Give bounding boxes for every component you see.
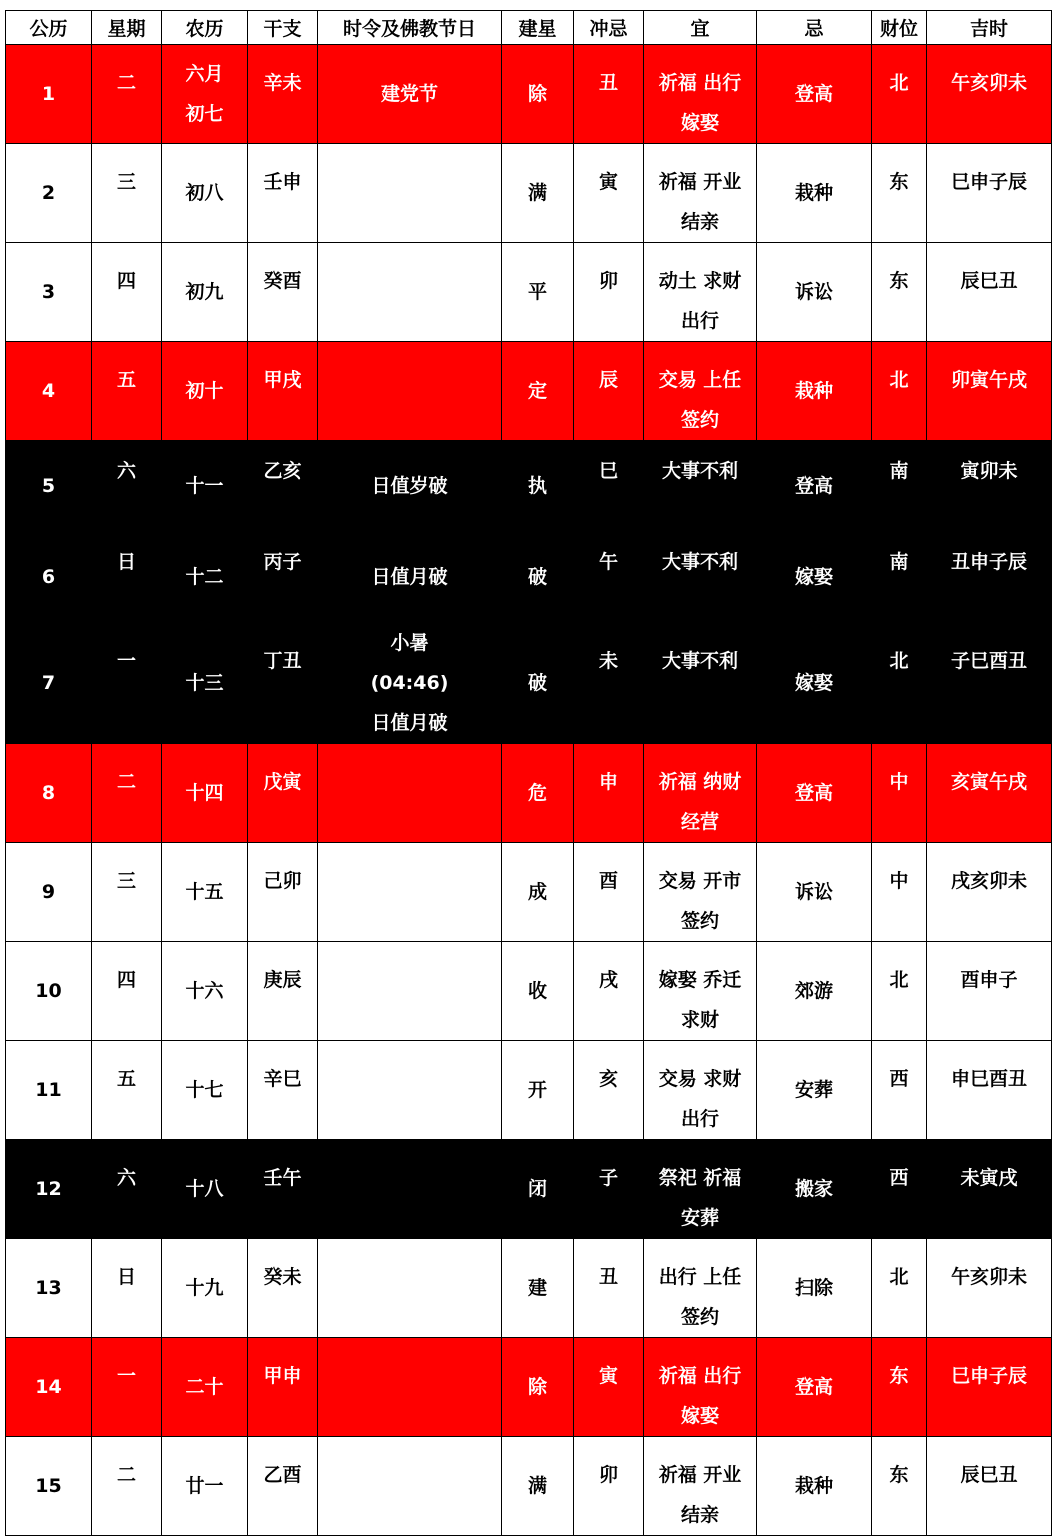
jishi-cell: 午亥卯未 — [927, 45, 1052, 144]
ji-cell: 扫除 — [757, 1239, 872, 1338]
weekday-cell: 日 — [92, 532, 162, 623]
jishi-cell: 辰巳丑 — [927, 243, 1052, 342]
weekday-cell: 二 — [92, 1437, 162, 1536]
header-jianxing: 建星 — [502, 11, 574, 45]
caiwei-cell: 南 — [872, 532, 927, 623]
day-cell: 6 — [6, 532, 92, 623]
jishi-cell: 亥寅午戌 — [927, 744, 1052, 843]
festival-cell — [318, 942, 502, 1041]
lunar-cell: 初九 — [162, 243, 248, 342]
almanac-body — [6, 45, 1052, 1536]
calendar-row — [6, 623, 1052, 744]
jianxing-cell: 执 — [502, 441, 574, 532]
jianxing-cell: 破 — [502, 532, 574, 623]
festival-cell — [318, 1041, 502, 1140]
jishi-cell: 巳申子辰 — [927, 1338, 1052, 1437]
day-cell: 15 — [6, 1437, 92, 1536]
festival-cell — [318, 342, 502, 441]
jianxing-cell: 平 — [502, 243, 574, 342]
ganzhi-cell: 乙亥 — [248, 441, 318, 532]
calendar-row — [6, 843, 1052, 942]
yi-cell: 大事不利 — [644, 623, 757, 744]
weekday-cell: 六 — [92, 441, 162, 532]
ji-cell: 栽种 — [757, 342, 872, 441]
caiwei-cell: 北 — [872, 623, 927, 744]
jishi-cell: 未寅戌 — [927, 1140, 1052, 1239]
jianxing-cell: 收 — [502, 942, 574, 1041]
weekday-cell: 五 — [92, 342, 162, 441]
lunar-cell: 十四 — [162, 744, 248, 843]
caiwei-cell: 东 — [872, 1338, 927, 1437]
weekday-cell: 三 — [92, 144, 162, 243]
day-cell: 9 — [6, 843, 92, 942]
calendar-row — [6, 1338, 1052, 1437]
chong-cell: 寅 — [574, 1338, 644, 1437]
ganzhi-cell: 辛未 — [248, 45, 318, 144]
weekday-cell: 四 — [92, 243, 162, 342]
jianxing-cell: 开 — [502, 1041, 574, 1140]
weekday-cell: 一 — [92, 1338, 162, 1437]
lunar-cell: 十八 — [162, 1140, 248, 1239]
jishi-cell: 丑申子辰 — [927, 532, 1052, 623]
lunar-cell: 二十 — [162, 1338, 248, 1437]
calendar-row — [6, 144, 1052, 243]
ji-cell: 诉讼 — [757, 843, 872, 942]
yi-cell: 动土 求财 出行 — [644, 243, 757, 342]
chong-cell: 未 — [574, 623, 644, 744]
weekday-cell: 四 — [92, 942, 162, 1041]
yi-cell: 祈福 出行 嫁娶 — [644, 1338, 757, 1437]
yi-cell: 祭祀 祈福 安葬 — [644, 1140, 757, 1239]
ji-cell: 登高 — [757, 441, 872, 532]
jishi-cell: 子巳酉丑 — [927, 623, 1052, 744]
festival-cell: 日值岁破 — [318, 441, 502, 532]
day-cell: 1 — [6, 45, 92, 144]
day-cell: 2 — [6, 144, 92, 243]
chong-cell: 卯 — [574, 243, 644, 342]
caiwei-cell: 东 — [872, 144, 927, 243]
day-cell: 12 — [6, 1140, 92, 1239]
yi-cell: 大事不利 — [644, 441, 757, 532]
ji-cell: 栽种 — [757, 1437, 872, 1536]
calendar-row — [6, 1140, 1052, 1239]
lunar-cell: 初十 — [162, 342, 248, 441]
ganzhi-cell: 辛巳 — [248, 1041, 318, 1140]
lunar-cell: 十一 — [162, 441, 248, 532]
festival-cell — [318, 1437, 502, 1536]
chong-cell: 午 — [574, 532, 644, 623]
yi-cell: 嫁娶 乔迁 求财 — [644, 942, 757, 1041]
jishi-cell: 午亥卯未 — [927, 1239, 1052, 1338]
calendar-row — [6, 942, 1052, 1041]
ji-cell: 搬家 — [757, 1140, 872, 1239]
header-caiwei: 财位 — [872, 11, 927, 45]
weekday-cell: 五 — [92, 1041, 162, 1140]
header-chong: 冲忌 — [574, 11, 644, 45]
header-row — [6, 11, 1052, 45]
header-gregorian: 公历 — [6, 11, 92, 45]
day-cell: 11 — [6, 1041, 92, 1140]
chong-cell: 丑 — [574, 1239, 644, 1338]
lunar-cell: 十九 — [162, 1239, 248, 1338]
ji-cell: 诉讼 — [757, 243, 872, 342]
calendar-row — [6, 1437, 1052, 1536]
jianxing-cell: 除 — [502, 45, 574, 144]
festival-cell — [318, 1239, 502, 1338]
ji-cell: 郊游 — [757, 942, 872, 1041]
calendar-row — [6, 441, 1052, 532]
day-cell: 14 — [6, 1338, 92, 1437]
festival-cell: 日值月破 — [318, 532, 502, 623]
caiwei-cell: 西 — [872, 1041, 927, 1140]
jishi-cell: 巳申子辰 — [927, 144, 1052, 243]
chong-cell: 亥 — [574, 1041, 644, 1140]
chong-cell: 酉 — [574, 843, 644, 942]
weekday-cell: 日 — [92, 1239, 162, 1338]
calendar-row — [6, 342, 1052, 441]
header-weekday: 星期 — [92, 11, 162, 45]
lunar-cell: 十三 — [162, 623, 248, 744]
chong-cell: 寅 — [574, 144, 644, 243]
ganzhi-cell: 癸酉 — [248, 243, 318, 342]
festival-cell — [318, 744, 502, 843]
jishi-cell: 申巳酉丑 — [927, 1041, 1052, 1140]
yi-cell: 大事不利 — [644, 532, 757, 623]
caiwei-cell: 东 — [872, 1437, 927, 1536]
jianxing-cell: 除 — [502, 1338, 574, 1437]
lunar-cell: 十二 — [162, 532, 248, 623]
chong-cell: 子 — [574, 1140, 644, 1239]
lunar-cell: 十六 — [162, 942, 248, 1041]
chong-cell: 申 — [574, 744, 644, 843]
weekday-cell: 六 — [92, 1140, 162, 1239]
caiwei-cell: 中 — [872, 744, 927, 843]
chong-cell: 卯 — [574, 1437, 644, 1536]
day-cell: 5 — [6, 441, 92, 532]
caiwei-cell: 南 — [872, 441, 927, 532]
ganzhi-cell: 壬午 — [248, 1140, 318, 1239]
lunar-cell: 十七 — [162, 1041, 248, 1140]
weekday-cell: 二 — [92, 744, 162, 843]
ganzhi-cell: 甲戌 — [248, 342, 318, 441]
jianxing-cell: 定 — [502, 342, 574, 441]
caiwei-cell: 中 — [872, 843, 927, 942]
caiwei-cell: 西 — [872, 1140, 927, 1239]
jianxing-cell: 闭 — [502, 1140, 574, 1239]
caiwei-cell: 北 — [872, 1239, 927, 1338]
calendar-row — [6, 1239, 1052, 1338]
day-cell: 10 — [6, 942, 92, 1041]
yi-cell: 祈福 开业 结亲 — [644, 1437, 757, 1536]
jishi-cell: 寅卯未 — [927, 441, 1052, 532]
yi-cell: 交易 开市 签约 — [644, 843, 757, 942]
festival-cell — [318, 144, 502, 243]
almanac-table — [5, 10, 1052, 1536]
festival-cell — [318, 1140, 502, 1239]
calendar-row — [6, 744, 1052, 843]
jianxing-cell: 建 — [502, 1239, 574, 1338]
day-cell: 4 — [6, 342, 92, 441]
ji-cell: 栽种 — [757, 144, 872, 243]
yi-cell: 交易 上任 签约 — [644, 342, 757, 441]
chong-cell: 戌 — [574, 942, 644, 1041]
festival-cell — [318, 1338, 502, 1437]
header-yi: 宜 — [644, 11, 757, 45]
calendar-row — [6, 532, 1052, 623]
ganzhi-cell: 戊寅 — [248, 744, 318, 843]
ganzhi-cell: 壬申 — [248, 144, 318, 243]
lunar-cell: 初八 — [162, 144, 248, 243]
day-cell: 13 — [6, 1239, 92, 1338]
weekday-cell: 一 — [92, 623, 162, 744]
ji-cell: 登高 — [757, 1338, 872, 1437]
header-jishi: 吉时 — [927, 11, 1052, 45]
header-lunar: 农历 — [162, 11, 248, 45]
yi-cell: 祈福 纳财 经营 — [644, 744, 757, 843]
day-cell: 8 — [6, 744, 92, 843]
lunar-cell: 十五 — [162, 843, 248, 942]
festival-cell: 小暑 (04:46) 日值月破 — [318, 623, 502, 744]
ji-cell: 登高 — [757, 744, 872, 843]
ganzhi-cell: 庚辰 — [248, 942, 318, 1041]
ganzhi-cell: 丙子 — [248, 532, 318, 623]
weekday-cell: 三 — [92, 843, 162, 942]
jishi-cell: 辰巳丑 — [927, 1437, 1052, 1536]
jishi-cell: 卯寅午戌 — [927, 342, 1052, 441]
weekday-cell: 二 — [92, 45, 162, 144]
day-cell: 7 — [6, 623, 92, 744]
jishi-cell: 戌亥卯未 — [927, 843, 1052, 942]
calendar-row — [6, 45, 1052, 144]
yi-cell: 祈福 开业 结亲 — [644, 144, 757, 243]
ji-cell: 安葬 — [757, 1041, 872, 1140]
header-ganzhi: 干支 — [248, 11, 318, 45]
caiwei-cell: 北 — [872, 342, 927, 441]
jianxing-cell: 破 — [502, 623, 574, 744]
ganzhi-cell: 己卯 — [248, 843, 318, 942]
festival-cell: 建党节 — [318, 45, 502, 144]
yi-cell: 祈福 出行 嫁娶 — [644, 45, 757, 144]
calendar-row — [6, 1041, 1052, 1140]
chong-cell: 巳 — [574, 441, 644, 532]
caiwei-cell: 北 — [872, 45, 927, 144]
jishi-cell: 酉申子 — [927, 942, 1052, 1041]
chong-cell: 辰 — [574, 342, 644, 441]
caiwei-cell: 东 — [872, 243, 927, 342]
lunar-cell: 廿一 — [162, 1437, 248, 1536]
ganzhi-cell: 丁丑 — [248, 623, 318, 744]
header-festival: 时令及佛教节日 — [318, 11, 502, 45]
ganzhi-cell: 甲申 — [248, 1338, 318, 1437]
jianxing-cell: 成 — [502, 843, 574, 942]
day-cell: 3 — [6, 243, 92, 342]
caiwei-cell: 北 — [872, 942, 927, 1041]
ji-cell: 嫁娶 — [757, 532, 872, 623]
calendar-row — [6, 243, 1052, 342]
jianxing-cell: 满 — [502, 1437, 574, 1536]
ganzhi-cell: 癸未 — [248, 1239, 318, 1338]
jianxing-cell: 危 — [502, 744, 574, 843]
header-ji: 忌 — [757, 11, 872, 45]
ganzhi-cell: 乙酉 — [248, 1437, 318, 1536]
yi-cell: 出行 上任 签约 — [644, 1239, 757, 1338]
chong-cell: 丑 — [574, 45, 644, 144]
ji-cell: 登高 — [757, 45, 872, 144]
lunar-cell: 六月 初七 — [162, 45, 248, 144]
yi-cell: 交易 求财 出行 — [644, 1041, 757, 1140]
festival-cell — [318, 843, 502, 942]
ji-cell: 嫁娶 — [757, 623, 872, 744]
festival-cell — [318, 243, 502, 342]
jianxing-cell: 满 — [502, 144, 574, 243]
